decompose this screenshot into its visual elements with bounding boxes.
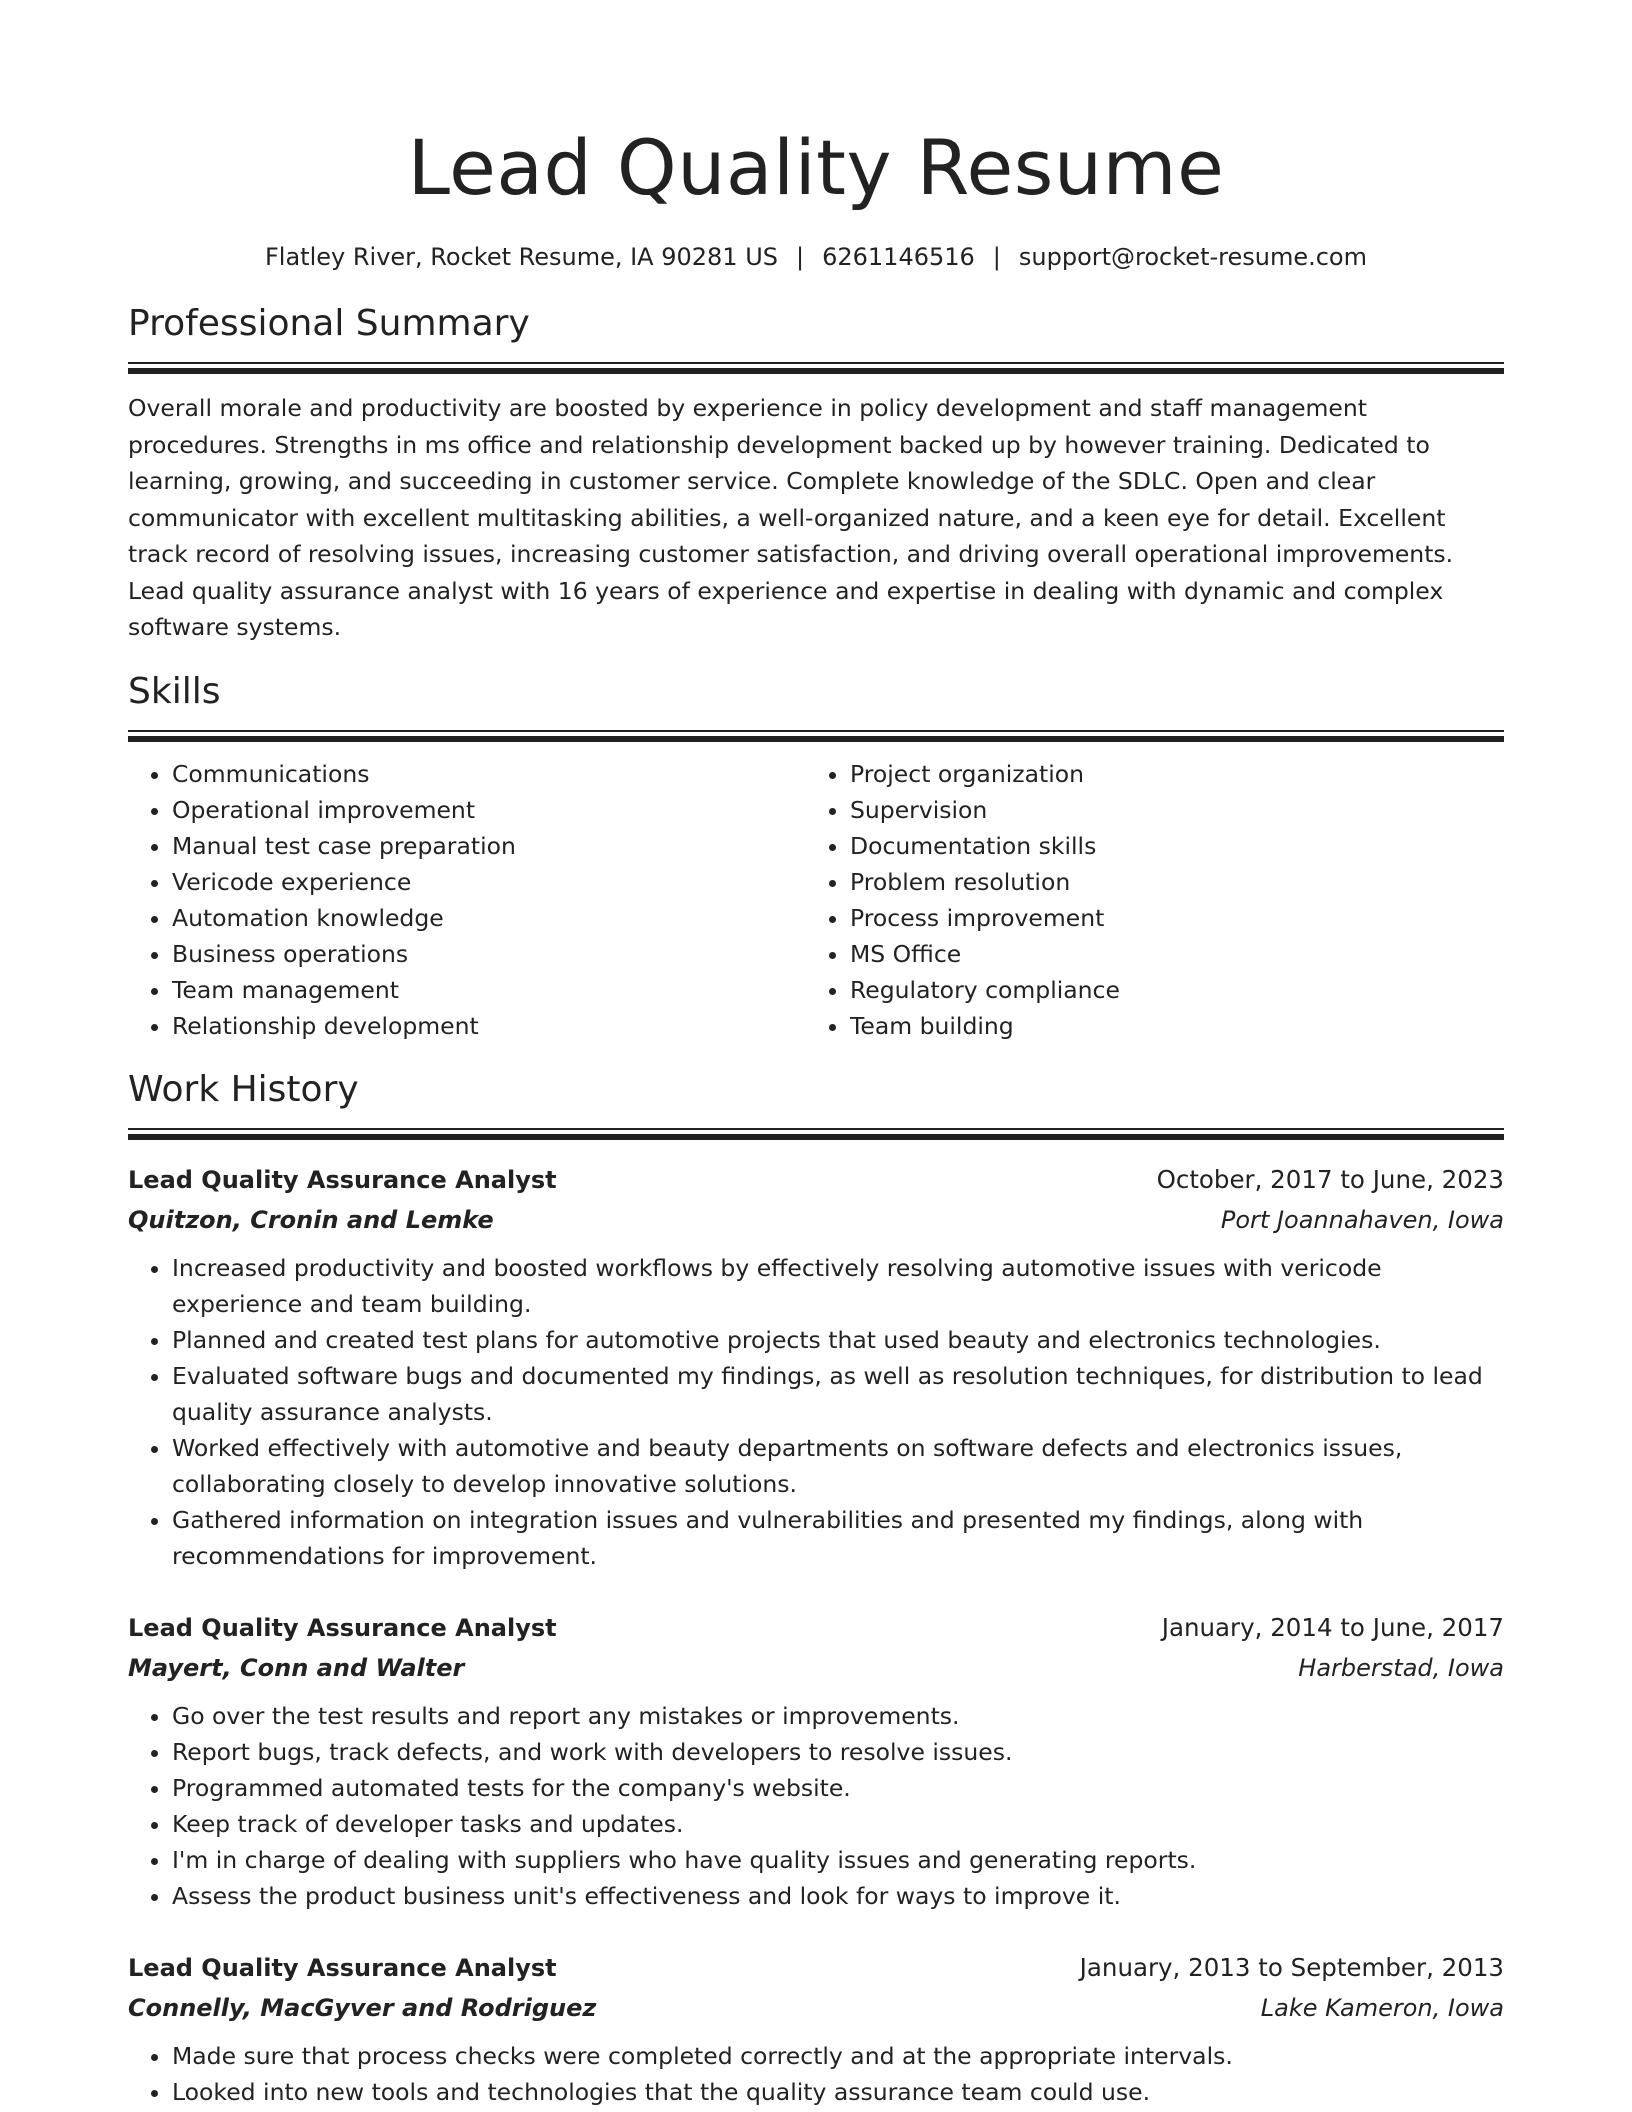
- skill-item: • Project organization: [850, 756, 1484, 792]
- job-bullet: • Planned and created test plans for automotive projects that used beauty and electronics technologies.: [172, 1322, 1504, 1358]
- job-bullet-list: [128, 2038, 1504, 2110]
- job-bullet: • I'm in charge of dealing with suppliers who have quality issues and generating reports.: [172, 1842, 1504, 1878]
- job-header-row: [128, 1608, 1504, 1648]
- skill-item: • Vericode experience: [172, 864, 806, 900]
- job-list: [128, 1160, 1504, 2110]
- job-title: Lead Quality Assurance Analyst: [128, 1165, 557, 1194]
- skill-item: • Team management: [172, 972, 806, 1008]
- job-dates: January, 2014 to June, 2017: [1161, 1612, 1504, 1642]
- job-location: Port Joannahaven, Iowa: [1220, 1205, 1504, 1234]
- job-dates: January, 2013 to September, 2013: [1079, 1952, 1504, 1982]
- skill-item: • Communications: [172, 756, 806, 792]
- job-bullet: • Keep track of developer tasks and updates.: [172, 1806, 1504, 1842]
- job-bullet: • Go over the test results and report any mistakes or improvements.: [172, 1698, 1504, 1734]
- job-company-row: [128, 1648, 1504, 1688]
- job-location: Lake Kameron, Iowa: [1260, 1993, 1504, 2022]
- skill-item: • Automation knowledge: [172, 900, 806, 936]
- skill-item: • MS Office: [850, 936, 1484, 972]
- contact-separator: |: [796, 243, 805, 271]
- resume-page: [128, 0, 1504, 2110]
- section-divider: [128, 1128, 1504, 1140]
- job-bullet: • Made sure that process checks were completed correctly and at the appropriate intervals.: [172, 2038, 1504, 2074]
- contact-address: Flatley River, Rocket Resume, IA 90281 US: [265, 243, 778, 271]
- job-entry: [128, 1160, 1504, 1574]
- contact-separator: |: [992, 243, 1001, 271]
- job-bullet: • Looked into new tools and technologies that the quality assurance team could use.: [172, 2074, 1504, 2110]
- section-divider: [128, 362, 1504, 374]
- summary-heading: Professional Summary: [128, 303, 530, 344]
- skill-item: • Team building: [850, 1008, 1484, 1044]
- skill-item: • Manual test case preparation: [172, 828, 806, 864]
- job-title: Lead Quality Assurance Analyst: [128, 1613, 557, 1642]
- skills-section: [128, 668, 1504, 1044]
- contact-line: [128, 240, 1504, 274]
- contact-email[interactable]: support@rocket-resume.com: [1018, 243, 1367, 271]
- job-header-row: [128, 1160, 1504, 1200]
- summary-text: Overall morale and productivity are boosted by experience in policy development and staff management procedures. Strengths in ms office and relationship development backed up by however training. Dedicated to learning, growing, and succeeding in customer service. Complete knowledge of the SDLC. Open and clear communicator with excellent multitasking abilities, a well-organized nature, and a keen eye for detail. Excellent track record of resolving issues, increasing customer satisfaction, and driving overall operational improvements. Lead quality assurance analyst with 16 years of experience and expertise in dealing with dynamic and complex software systems.: [128, 394, 1454, 641]
- skill-item: • Supervision: [850, 792, 1484, 828]
- work-history-section: [128, 1066, 1504, 2110]
- skills-grid: [128, 756, 1504, 1044]
- contact-phone: 6261146516: [822, 243, 975, 271]
- skill-item: • Documentation skills: [850, 828, 1484, 864]
- job-entry: [128, 1608, 1504, 1914]
- job-bullet-list: [128, 1250, 1504, 1574]
- job-bullet: • Worked effectively with automotive and beauty departments on software defects and electronics issues, collaborating closely to develop innovative solutions.: [172, 1430, 1504, 1502]
- work-history-heading: Work History: [128, 1068, 359, 1110]
- job-bullet-list: [128, 1698, 1504, 1914]
- job-company: Quitzon, Cronin and Lemke: [128, 1205, 494, 1234]
- job-entry: [128, 1948, 1504, 2110]
- job-company-row: [128, 1200, 1504, 1240]
- skill-item: • Business operations: [172, 936, 806, 972]
- skill-item: • Relationship development: [172, 1008, 806, 1044]
- job-bullet: • Increased productivity and boosted workflows by effectively resolving automotive issues with vericode experience and team building.: [172, 1250, 1504, 1322]
- skill-item: • Regulatory compliance: [850, 972, 1484, 1008]
- summary-section: [128, 300, 1504, 646]
- skill-item: • Operational improvement: [172, 792, 806, 828]
- skills-heading: Skills: [128, 670, 221, 712]
- job-bullet: • Gathered information on integration issues and vulnerabilities and presented my findings, along with recommendations for improvement.: [172, 1502, 1504, 1574]
- job-bullet: • Assess the product business unit's effectiveness and look for ways to improve it.: [172, 1878, 1504, 1914]
- job-bullet: • Programmed automated tests for the company's website.: [172, 1770, 1504, 1806]
- section-divider: [128, 730, 1504, 742]
- skills-column-right: [806, 756, 1484, 1044]
- job-company-row: [128, 1988, 1504, 2028]
- job-company: Connelly, MacGyver and Rodriguez: [128, 1993, 597, 2022]
- job-company: Mayert, Conn and Walter: [128, 1653, 465, 1682]
- skills-column-left: [128, 756, 806, 1044]
- job-bullet: • Report bugs, track defects, and work with developers to resolve issues.: [172, 1734, 1504, 1770]
- skill-item: • Process improvement: [850, 900, 1484, 936]
- job-location: Harberstad, Iowa: [1298, 1653, 1504, 1682]
- resume-name: Lead Quality Resume: [407, 123, 1225, 212]
- job-dates: October, 2017 to June, 2023: [1156, 1164, 1504, 1194]
- skill-item: • Problem resolution: [850, 864, 1484, 900]
- job-header-row: [128, 1948, 1504, 1988]
- job-bullet: • Evaluated software bugs and documented my findings, as well as resolution techniques, for distribution to lead quality assurance analysts.: [172, 1358, 1504, 1430]
- job-title: Lead Quality Assurance Analyst: [128, 1953, 557, 1982]
